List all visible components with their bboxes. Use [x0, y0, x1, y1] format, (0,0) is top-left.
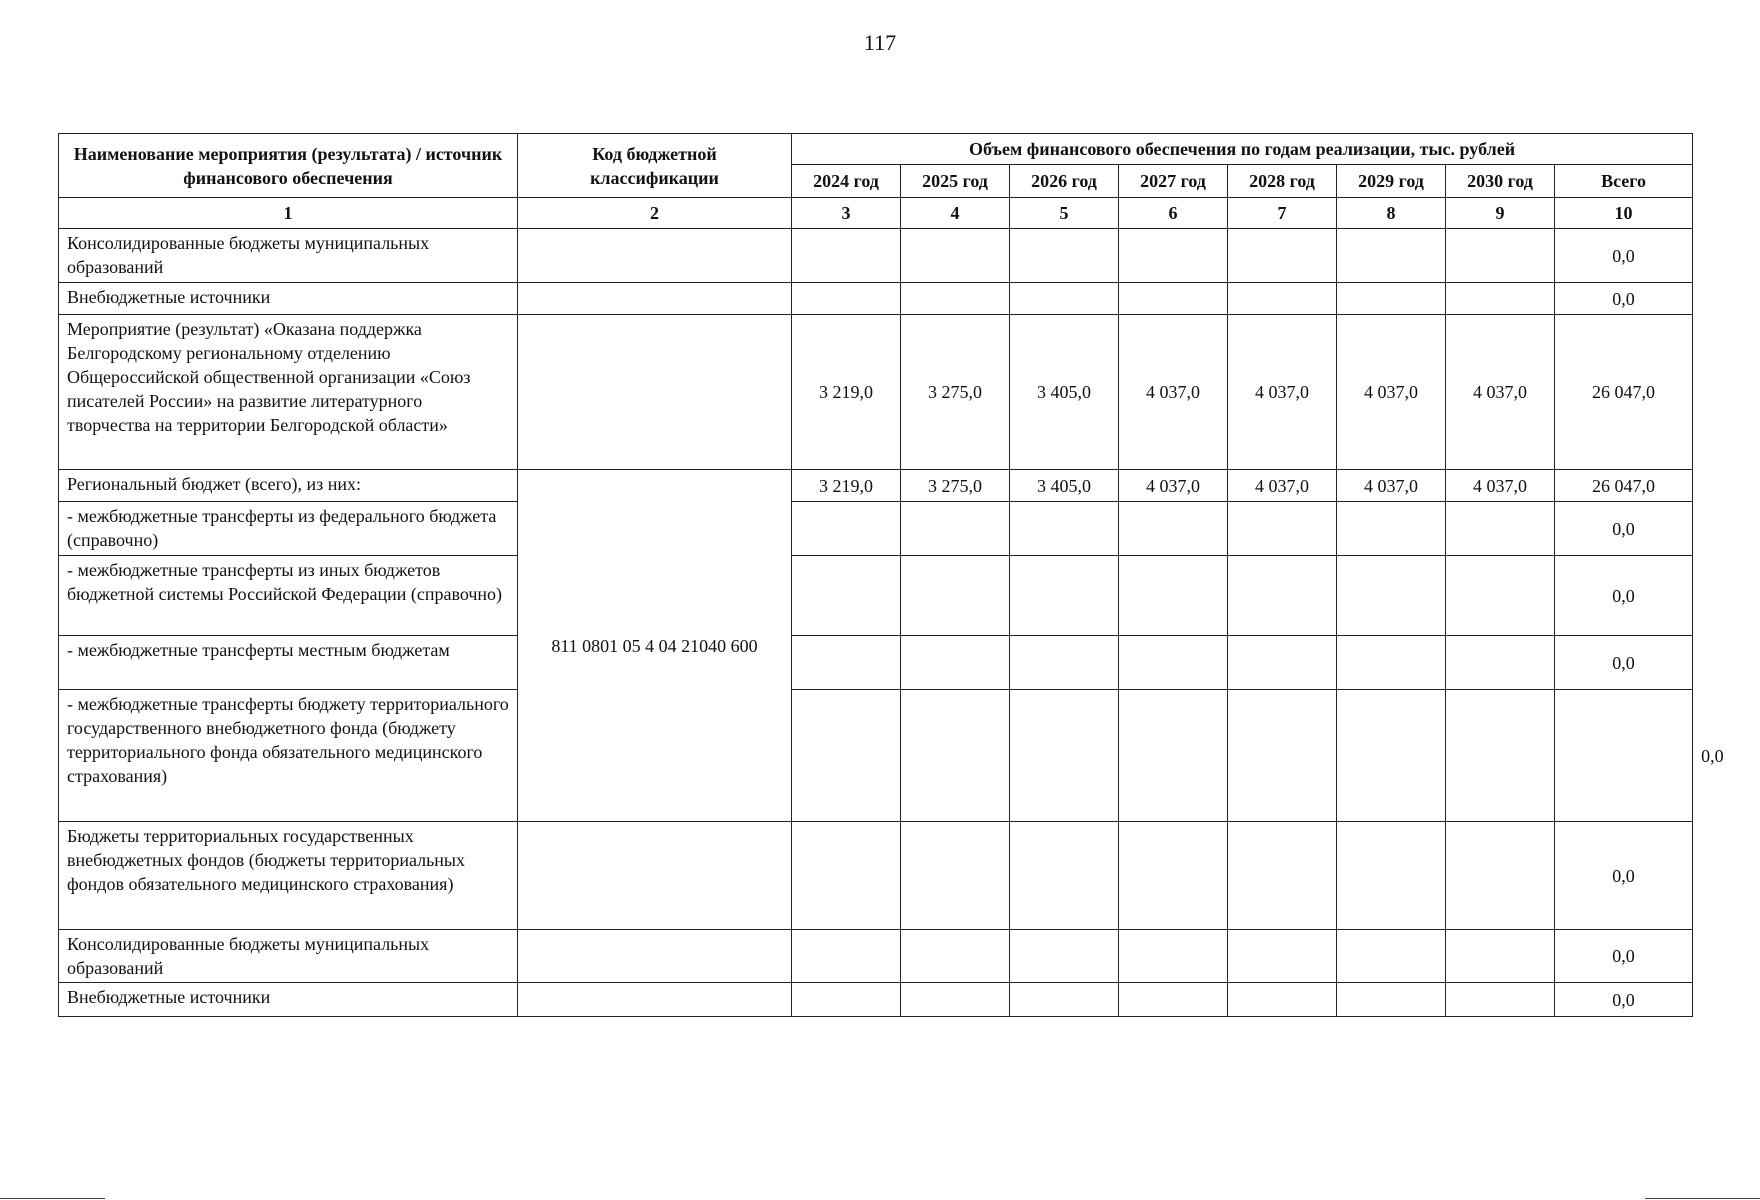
value-cell: 4 037,0 [1119, 315, 1228, 470]
header-year-2027: 2027 год [1119, 165, 1228, 198]
scan-edge-line [1645, 1198, 1760, 1199]
total-cell: 26 047,0 [1555, 470, 1693, 502]
value-cell: 3 219,0 [792, 470, 901, 502]
scan-edge-line [0, 1198, 105, 1199]
table-row [59, 636, 1693, 690]
value-cell [1337, 556, 1446, 636]
col-number: 4 [901, 198, 1010, 229]
value-cell [1446, 502, 1555, 556]
col-number: 9 [1446, 198, 1555, 229]
value-cell [792, 636, 901, 690]
row-code [518, 930, 792, 983]
value-cell [1010, 283, 1119, 315]
budget-code: 811 0801 05 4 04 21040 600 [518, 470, 792, 822]
value-cell [1119, 229, 1228, 283]
value-cell [792, 556, 901, 636]
value-cell [1337, 283, 1446, 315]
value-cell [1228, 556, 1337, 636]
value-cell [1337, 690, 1446, 822]
header-total: Всего [1555, 165, 1693, 198]
value-cell: 4 037,0 [1119, 470, 1228, 502]
value-cell [1228, 502, 1337, 556]
value-cell: 3 275,0 [901, 315, 1010, 470]
value-cell: 4 037,0 [1337, 470, 1446, 502]
row-name: - межбюджетные трансферты местным бюджетам [59, 636, 518, 690]
table-row [59, 229, 1693, 283]
table-row [59, 470, 1693, 502]
value-cell: 3 275,0 [901, 470, 1010, 502]
value-cell [1119, 636, 1228, 690]
value-cell [1446, 930, 1555, 983]
row-name: - межбюджетные трансферты бюджету территориального государственного внебюджетного фонда (бюджету территориального фонда обязательного медицинского страхования) [59, 690, 518, 822]
row-code [518, 229, 792, 283]
row-name: - межбюджетные трансферты из федерального бюджета (справочно) [59, 502, 518, 556]
value-cell [792, 229, 901, 283]
value-cell [1228, 930, 1337, 983]
value-cell [1228, 822, 1337, 930]
value-cell [792, 983, 901, 1017]
table-row [59, 930, 1693, 983]
value-cell [1337, 636, 1446, 690]
col-number: 7 [1228, 198, 1337, 229]
header-name: Наименование мероприятия (результата) / источник финансового обеспечения [59, 134, 518, 198]
row-name: Консолидированные бюджеты муниципальных образований [59, 229, 518, 283]
value-cell [1119, 502, 1228, 556]
value-cell [792, 930, 901, 983]
header-year-2029: 2029 год [1337, 165, 1446, 198]
value-cell [1228, 229, 1337, 283]
value-cell [901, 690, 1010, 822]
header-year-2030: 2030 год [1446, 165, 1555, 198]
value-cell [1446, 636, 1555, 690]
value-cell: 3 405,0 [1010, 470, 1119, 502]
value-cell [1337, 930, 1446, 983]
row-name: Внебюджетные источники [59, 283, 518, 315]
value-cell [1010, 229, 1119, 283]
value-cell [1010, 636, 1119, 690]
header-year-2025: 2025 год [901, 165, 1010, 198]
value-cell [1119, 283, 1228, 315]
row-code [518, 315, 792, 470]
value-cell [1119, 556, 1228, 636]
value-cell [901, 556, 1010, 636]
value-cell [901, 283, 1010, 315]
value-cell [1119, 690, 1228, 822]
value-cell [1119, 930, 1228, 983]
col-number: 8 [1337, 198, 1446, 229]
value-cell [1555, 690, 1693, 822]
table-row: - межбюджетные трансферты бюджету территориального государственного внебюджетного фонда (бюджету территориального фонда обязательного медицинского страхования) 0,0 [59, 690, 1693, 822]
total-cell: 0,0 [1555, 983, 1693, 1017]
header-code: Код бюджетной классификации [518, 134, 792, 198]
col-number: 5 [1010, 198, 1119, 229]
header-year-2028: 2028 год [1228, 165, 1337, 198]
row-name: Мероприятие (результат) «Оказана поддержка Белгородскому региональному отделению Общероссийской общественной организации «Союз писателей России» на развитие литературного творчества на территории Белгородской области» [59, 315, 518, 470]
table-row [59, 315, 1693, 470]
row-name: - межбюджетные трансферты из иных бюджетов бюджетной системы Российской Федерации (справочно) [59, 556, 518, 636]
total-cell: 0,0 [1555, 822, 1693, 930]
row-code [518, 983, 792, 1017]
budget-table [58, 133, 1724, 1017]
total-cell: 0,0 [1555, 636, 1693, 690]
value-cell: 4 037,0 [1228, 315, 1337, 470]
header-year-2026: 2026 год [1010, 165, 1119, 198]
value-cell: 4 037,0 [1446, 315, 1555, 470]
value-cell [792, 502, 901, 556]
value-cell [1446, 822, 1555, 930]
value-cell [1228, 690, 1337, 822]
header-year-2024: 2024 год [792, 165, 901, 198]
header-volume: Объем финансового обеспечения по годам реализации, тыс. рублей [792, 134, 1693, 165]
value-cell [1446, 229, 1555, 283]
value-cell [1337, 502, 1446, 556]
header-row-1 [59, 134, 1693, 165]
value-cell [1446, 983, 1555, 1017]
value-cell [1010, 930, 1119, 983]
row-name: Региональный бюджет (всего), из них: [59, 470, 518, 502]
value-cell [901, 229, 1010, 283]
page-number: 117 [863, 30, 897, 55]
value-cell [792, 283, 901, 315]
value-cell: 4 037,0 [1446, 470, 1555, 502]
col-number: 6 [1119, 198, 1228, 229]
value-cell [1228, 983, 1337, 1017]
value-cell [901, 502, 1010, 556]
value-cell [792, 822, 901, 930]
row-name: Консолидированные бюджеты муниципальных образований [59, 930, 518, 983]
table-row [59, 556, 1693, 636]
row-name: Внебюджетные источники [59, 983, 518, 1017]
col-number: 3 [792, 198, 901, 229]
value-cell [1446, 690, 1555, 822]
table-row [59, 502, 1693, 556]
table-row [59, 283, 1693, 315]
value-cell [1446, 283, 1555, 315]
row-code [792, 690, 901, 822]
value-cell [1010, 822, 1119, 930]
table-row [59, 983, 1693, 1017]
value-cell: 3 219,0 [792, 315, 901, 470]
value-cell [901, 983, 1010, 1017]
value-cell: 4 037,0 [1228, 470, 1337, 502]
value-cell: 4 037,0 [1337, 315, 1446, 470]
value-cell [1119, 983, 1228, 1017]
value-cell [1010, 690, 1119, 822]
col-number: 2 [518, 198, 792, 229]
value-cell [1228, 283, 1337, 315]
col-number: 1 [59, 198, 518, 229]
total-cell: 0,0 [1555, 229, 1693, 283]
value-cell [1337, 229, 1446, 283]
value-cell [901, 822, 1010, 930]
value-cell [1010, 502, 1119, 556]
value-cell [1337, 822, 1446, 930]
value-cell [1010, 983, 1119, 1017]
col-number: 10 [1555, 198, 1693, 229]
total-cell: 0,0 [1555, 556, 1693, 636]
value-cell [901, 930, 1010, 983]
value-cell [901, 636, 1010, 690]
value-cell [1119, 822, 1228, 930]
total-cell: 0,0 [1555, 283, 1693, 315]
row-code [518, 283, 792, 315]
value-cell [1337, 983, 1446, 1017]
row-code [518, 822, 792, 930]
value-cell [1228, 636, 1337, 690]
row-name: Бюджеты территориальных государственных внебюджетных фондов (бюджеты территориальных фондов обязательного медицинского страхования) [59, 822, 518, 930]
value-cell [1446, 556, 1555, 636]
table-row [59, 822, 1693, 930]
total-cell: 0,0 [1555, 502, 1693, 556]
total-cell: 26 047,0 [1555, 315, 1693, 470]
column-number-row [59, 198, 1693, 229]
value-cell [1010, 556, 1119, 636]
total-cell: 0,0 [1555, 930, 1693, 983]
value-cell: 3 405,0 [1010, 315, 1119, 470]
